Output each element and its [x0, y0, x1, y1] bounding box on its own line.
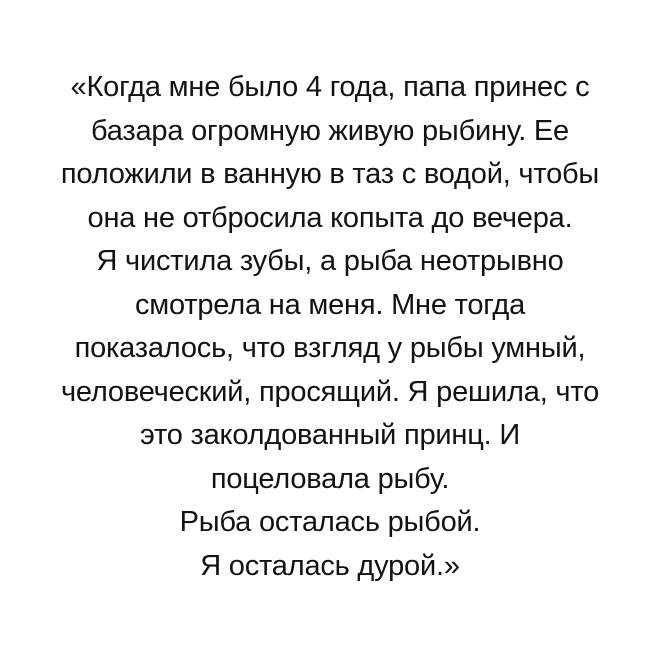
quote-line-6: смотрела на меня. Мне тогда [134, 288, 526, 321]
quote-line-3: положили в ванную в таз с водой, чтобы [60, 158, 600, 190]
quote-line-11: Рыба осталась рыбой. [179, 506, 481, 538]
quote-line-9: это заколдованный принц. И [140, 419, 520, 451]
quote-line-8: человеческий, просящий. Я решила, что [60, 375, 600, 408]
quote-line-1: «Когда мне было 4 года, папа принес с [70, 71, 590, 103]
quote-line-5: Я чистила зубы, а рыба неотрывно [96, 245, 564, 277]
quote-text-block [10, 66, 650, 588]
quote-line-12: Я осталась дурой.» [200, 549, 460, 582]
quote-line-10: поцеловала рыбу. [210, 462, 450, 495]
quote-line-7: показалось, что взгляд у рыбы умный, [74, 332, 586, 364]
quote-line-2: базара огромную живую рыбину. Ее [91, 114, 569, 147]
quote-line-4: она не отбросила копыта до вечера. [87, 201, 573, 234]
